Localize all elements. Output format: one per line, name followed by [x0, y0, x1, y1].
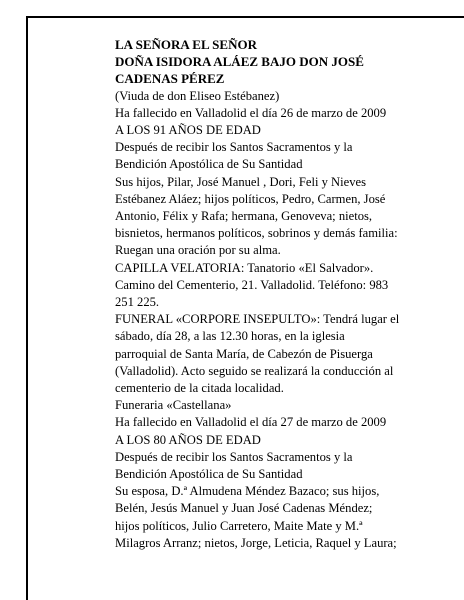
obituary-header-line-2: DOÑA ISIDORA ALÁEZ BAJO DON JOSÉ — [115, 54, 364, 70]
obituary-1-line: Bendición Apostólica de Su Santidad — [115, 157, 303, 172]
obituary-1-line: bisnietos, hermanos políticos, sobrinos y demás familia: — [115, 226, 398, 241]
obituary-1-line: Funeraria «Castellana» — [115, 398, 232, 413]
obituary-2-line: Belén, Jesús Manuel y Juan José Cadenas Méndez; — [115, 501, 373, 516]
obituary-1-line: Estébanez Aláez; hijos políticos, Pedro, Carmen, José — [115, 191, 386, 206]
obituary-2-line: Milagros Arranz; nietos, Jorge, Leticia, Raquel y Laura; — [115, 535, 397, 550]
obituary-2-line: Después de recibir los Santos Sacramentos y la — [115, 449, 353, 464]
obituary-1-line: Ruegan una oración por su alma. — [115, 243, 281, 258]
obituary-1-line: 251 225. — [115, 295, 160, 310]
obituary-1-line: A LOS 91 AÑOS DE EDAD — [115, 123, 261, 138]
obituary-1-line: CAPILLA VELATORIA: Tanatorio «El Salvador». — [115, 260, 374, 275]
obituary-1-line: (Valladolid). Acto seguido se realizará la conducción al — [115, 363, 394, 378]
obituary-2-line: Su esposa, D.ª Almudena Méndez Bazaco; sus hijos, — [115, 484, 380, 499]
page-frame-left-border — [26, 16, 28, 600]
obituary-1-line: Después de recibir los Santos Sacramentos y la — [115, 140, 353, 155]
obituary-1-line: Antonio, Félix y Rafa; hermana, Genoveva; nietos, — [115, 209, 373, 224]
page-frame-top-border — [26, 16, 464, 18]
obituary-header-line-1: LA SEÑORA EL SEÑOR — [115, 37, 257, 52]
obituary-header-line-3: CADENAS PÉREZ — [115, 71, 225, 87]
obituary-1-line: sábado, día 28, a las 12.30 horas, en la iglesia — [115, 329, 345, 344]
obituary-2-line: hijos políticos, Julio Carretero, Maite Mate y M.ª — [115, 518, 363, 533]
obituary-1-line: (Viuda de don Eliseo Estébanez) — [115, 88, 280, 103]
obituary-1-line: parroquial de Santa María, de Cabezón de Pisuerga — [115, 346, 373, 361]
obituary-1-line: FUNERAL «CORPORE INSEPULTO»: Tendrá lugar el — [115, 312, 400, 327]
obituary-1-line: Sus hijos, Pilar, José Manuel , Dori, Feli y Nieves — [115, 174, 367, 189]
obituary-2-line: A LOS 80 AÑOS DE EDAD — [115, 432, 261, 447]
obituary-1-line: cementerio de la citada localidad. — [115, 381, 284, 396]
obituary-1-line: Ha fallecido en Valladolid el día 26 de marzo de 2009 — [115, 105, 387, 120]
obituary-column — [115, 36, 460, 552]
obituary-2-line: Bendición Apostólica de Su Santidad — [115, 467, 303, 482]
obituary-2-line: Ha fallecido en Valladolid el día 27 de marzo de 2009 — [115, 415, 387, 430]
obituary-1-line: Camino del Cementerio, 21. Valladolid. Teléfono: 983 — [115, 277, 389, 292]
